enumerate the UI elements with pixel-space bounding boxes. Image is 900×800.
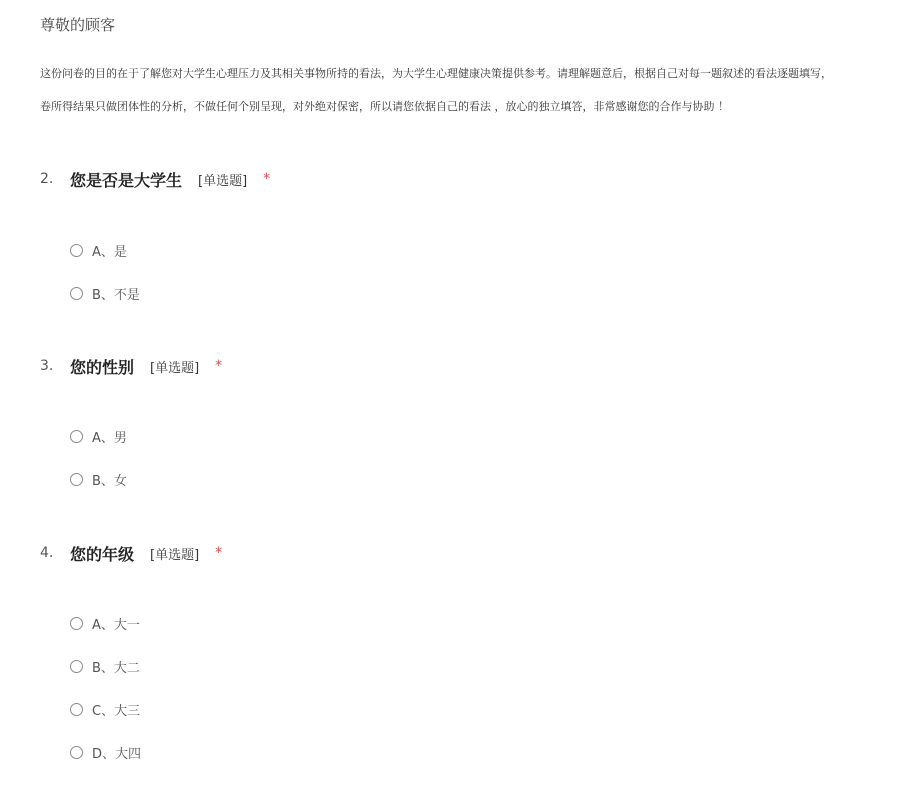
option-junior[interactable] [70, 699, 140, 719]
radio-circle-icon[interactable] [70, 430, 83, 443]
option-yes[interactable] [70, 240, 127, 260]
question-title: 您的性别 [70, 357, 135, 377]
question-header [40, 167, 270, 191]
radio-circle-icon[interactable] [70, 746, 83, 759]
question-header [40, 354, 222, 378]
radio-circle-icon[interactable] [70, 617, 83, 630]
option-label: B、女 [92, 473, 127, 489]
option-male[interactable] [70, 426, 127, 446]
required-marker: * [215, 358, 223, 374]
required-marker: * [215, 545, 223, 561]
intro-line-2: 卷所得结果只做团体性的分析，不做任何个别呈现，对外绝对保密，所以请您依据自己的看法 ，放心的独立填答，非常感谢您的合作与协助 ！ [40, 100, 729, 113]
radio-circle-icon[interactable] [70, 244, 83, 257]
question-number: 2. [40, 171, 54, 187]
question-type: [单选题] [198, 173, 248, 189]
radio-circle-icon[interactable] [70, 660, 83, 673]
radio-circle-icon[interactable] [70, 287, 83, 300]
option-senior[interactable] [70, 742, 141, 762]
question-title: 您的年级 [70, 544, 135, 564]
option-female[interactable] [70, 469, 127, 489]
option-label: A、是 [92, 244, 127, 260]
option-no[interactable] [70, 283, 140, 303]
greeting-heading: 尊敬的顾客 [40, 16, 116, 34]
option-sophomore[interactable] [70, 656, 140, 676]
question-type: [单选题] [150, 547, 200, 563]
option-label: A、男 [92, 430, 127, 446]
option-label: A、大一 [92, 617, 140, 633]
option-label: B、大二 [92, 660, 140, 676]
intro-line-1: 这份问卷的目的在于了解您对大学生心理压力及其相关事物所持的看法，为大学生心理健康决策提供参考。请理解题意后，根据自己对每一题叙述的看法逐题填写， [40, 67, 832, 80]
option-freshman[interactable] [70, 613, 140, 633]
question-header [40, 541, 222, 565]
required-marker: * [263, 171, 271, 187]
option-label: C、大三 [92, 703, 141, 719]
survey-intro [40, 57, 900, 123]
radio-circle-icon[interactable] [70, 473, 83, 486]
radio-circle-icon[interactable] [70, 703, 83, 716]
question-number: 3. [40, 358, 54, 374]
option-label: D、大四 [92, 746, 142, 762]
question-type: [单选题] [150, 360, 200, 376]
option-label: B、不是 [92, 287, 140, 303]
question-title: 您是否是大学生 [70, 170, 183, 190]
question-number: 4. [40, 545, 54, 561]
